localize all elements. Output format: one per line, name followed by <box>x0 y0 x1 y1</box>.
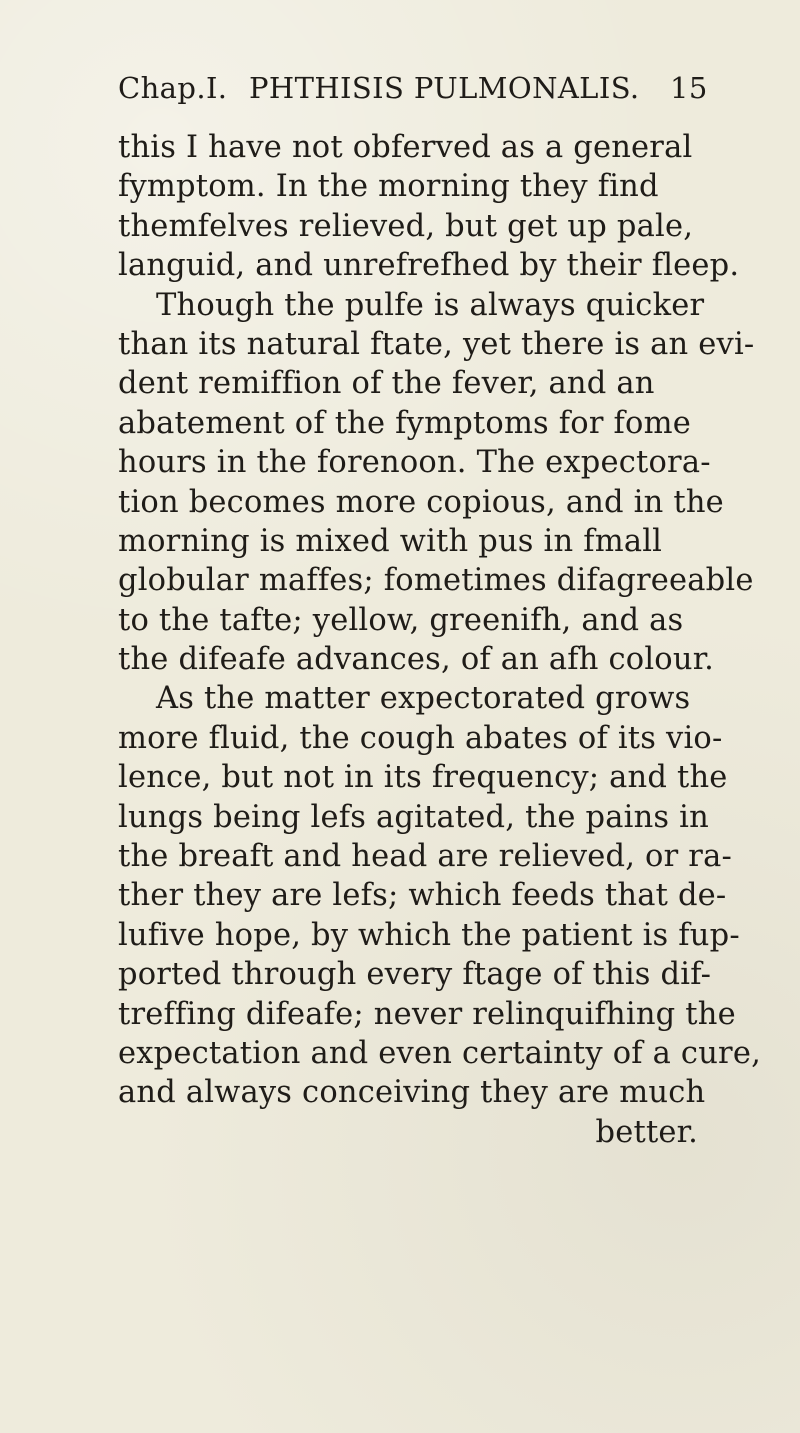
paragraph-start-line: Though the pulfe is always quicker <box>156 287 705 323</box>
text-line: and always conceiving they are much <box>118 1075 706 1111</box>
text-line: treffing difeafe; never relinquifhing the <box>118 996 736 1032</box>
text-line: the breaft and head are relieved, or ra- <box>118 839 732 875</box>
text-line: fymptom. In the morning they find <box>118 169 659 205</box>
text-line: abatement of the fymptoms for fome <box>118 405 691 441</box>
chapter-label: Chap.I. <box>118 71 228 105</box>
text-line: globular maffes; fometimes difagreeable <box>118 563 754 599</box>
page-number: 15 <box>670 71 708 105</box>
text-line: tion becomes more copious, and in the <box>118 484 724 520</box>
text-line: ported through every ftage of this dif- <box>118 957 712 993</box>
text-line: lufive hope, by which the patient is fup- <box>118 917 740 953</box>
text-line: expectation and even certainty of a cure, <box>118 1035 761 1071</box>
text-line: lence, but not in its frequency; and the <box>118 760 728 796</box>
paragraph-start-line: As the matter expectorated grows <box>156 681 691 717</box>
catchword: better. <box>595 1114 698 1150</box>
text-line: dent remiffion of the fever, and an <box>118 366 655 402</box>
body-text <box>118 128 761 1152</box>
text-line: this I have not obferved as a general <box>118 130 693 165</box>
text-line: themfelves relieved, but get up pale, <box>118 208 694 244</box>
text-line: morning is mixed with pus in fmall <box>118 523 663 559</box>
running-title: PHTHISIS PULMONALIS. <box>249 71 640 105</box>
text-line: lungs being lefs agitated, the pains in <box>118 799 709 835</box>
text-line: more fluid, the cough abates of its vio- <box>118 720 723 756</box>
text-line: languid, and unrefrefhed by their fleep. <box>118 248 740 284</box>
text-line: to the tafte; yellow, greenifh, and as <box>118 602 684 638</box>
text-line: hours in the forenoon. The expectora- <box>118 445 711 481</box>
running-head <box>118 71 718 107</box>
text-line: than its natural ftate, yet there is an evi- <box>118 326 755 362</box>
text-line: ther they are lefs; which feeds that de- <box>118 878 727 914</box>
text-line: the difeafe advances, of an afh colour. <box>118 642 715 678</box>
